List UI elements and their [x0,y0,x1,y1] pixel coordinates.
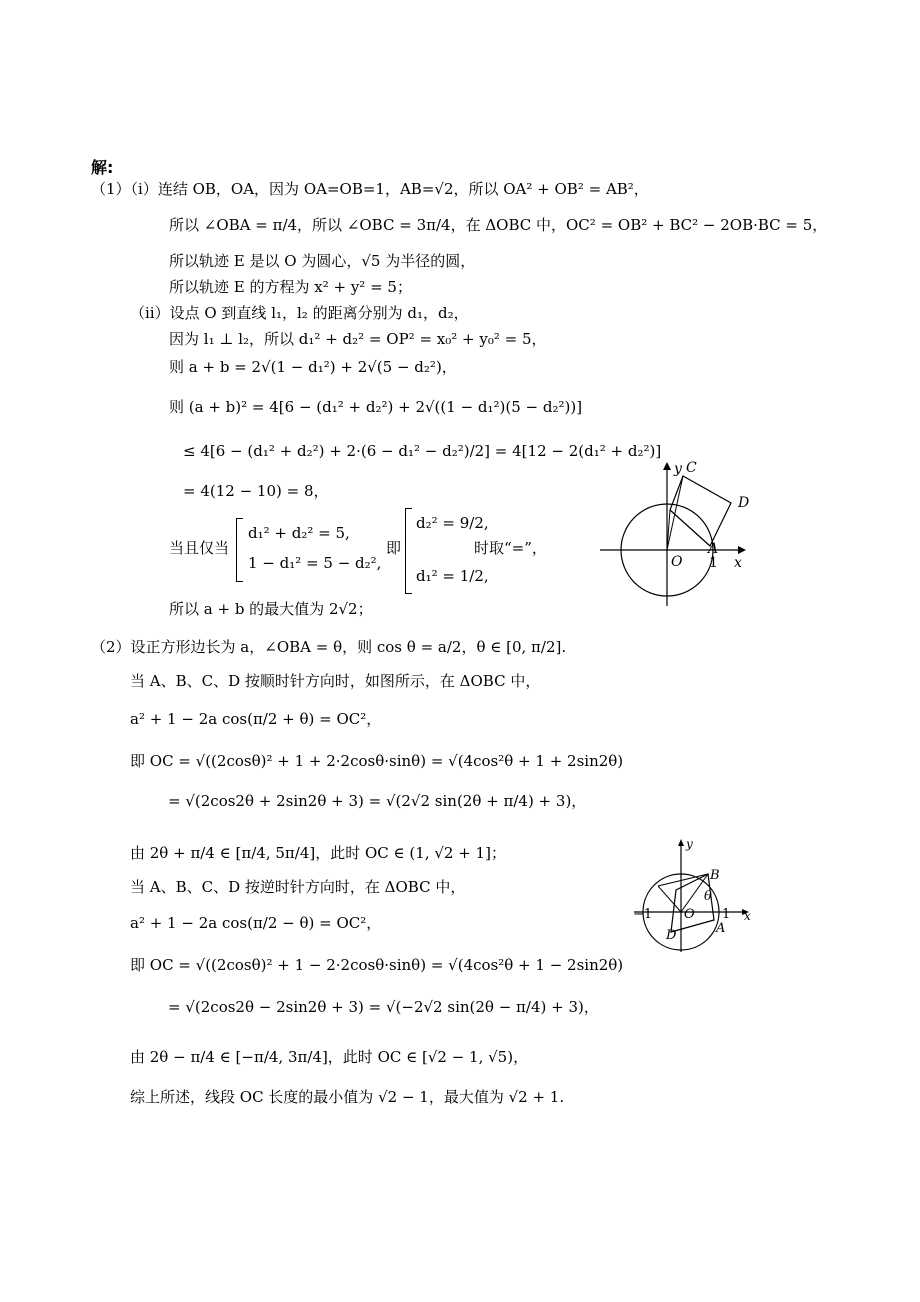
part1-line-4: 所以轨迹 E 的方程为 x² + y² = 5； [169,278,412,296]
part2-line-12: 综上所述，线段 OC 长度的最小值为 √2 − 1，最大值为 √2 + 1. [130,1088,565,1106]
left-brace-2 [405,508,412,594]
fig1-label-one: 1 [709,555,718,571]
fig1-x-arrow [738,546,746,554]
part1-line-6: 因为 l₁ ⊥ l₂，所以 d₁² + d₂² = OP² = x₀² + y₀² = 5， [169,330,547,348]
fig2-label-d: D [666,928,677,943]
condition-a-1: d₁² + d₂² = 5, [248,524,350,542]
part2-line-1: （2）设正方形边长为 a，∠OBA = θ，则 cos θ = a/2，θ ∈ [0, π/2]. [91,638,567,656]
part2-line-11: 由 2θ − π/4 ∈ [−π/4, 3π/4]，此时 OC ∈ [√2 − 1, √5)， [130,1048,529,1066]
left-brace-1 [236,518,243,582]
fig2-label-b: B [710,868,720,883]
part1-line-7: 则 a + b = 2√(1 − d₁²) + 2√(5 − d₂²)， [169,358,457,376]
fig2-label-neg-one: −1 [633,907,653,922]
fig1-label-c: C [686,460,697,476]
part2-line-7: 当 A、B、C、D 按逆时针方向时，在 ΔOBC 中， [130,878,466,896]
fig1-label-y: y [674,461,682,477]
part1-line-9: ≤ 4[6 − (d₁² + d₂²) + 2·(6 − d₁² − d₂²)/2] = 4[12 − 2(d₁² + d₂²)] [183,442,662,460]
fig1-label-o: O [671,554,683,570]
part2-line-10: = √(2cos2θ − 2sin2θ + 3) = √(−2√2 sin(2θ − π/4) + 3)， [168,998,599,1016]
fig2-label-a: A [716,921,726,936]
fig2-oc-line [658,886,681,912]
part2-line-5: = √(2cos2θ + 2sin2θ + 3) = √(2√2 sin(2θ + π/4) + 3)， [168,792,587,810]
part2-line-6: 由 2θ + π/4 ∈ [π/4, 5π/4]，此时 OC ∈ (1, √2 + 1]； [130,844,506,862]
condition-prefix: 当且仅当 [169,539,230,557]
fig1-label-a: A [708,541,719,557]
fig1-square [670,476,731,546]
fig1-label-d: D [738,495,750,511]
part2-line-9: 即 OC = √((2cosθ)² + 1 − 2·2cosθ·sinθ) = √(4cos²θ + 1 − 2sin2θ) [130,956,624,974]
part1-line-12: 所以 a + b 的最大值为 2√2； [169,600,373,618]
part2-line-3: a² + 1 − 2a cos(π/2 + θ) = OC²， [130,710,382,728]
figure-1-diagram [596,458,766,610]
fig2-label-x: x [744,909,751,923]
part1-line-8: 则 (a + b)² = 4[6 − (d₁² + d₂²) + 2√((1 − d₁²)(5 − d₂²))] [169,398,583,416]
fig2-label-one: 1 [722,907,731,922]
condition-b-1: d₂² = 9/2, [416,514,489,532]
fig2-label-theta: θ [704,889,712,904]
fig1-y-arrow [663,462,671,470]
figure-2-diagram [628,836,758,956]
part1-line-3: 所以轨迹 E 是以 O 为圆心，√5 为半径的圆， [169,252,476,270]
part2-line-2: 当 A、B、C、D 按顺时针方向时，如图所示，在 ΔOBC 中， [130,672,541,690]
condition-mid: 即 [386,539,402,557]
part1-line-5: （ⅱ）设点 O 到直线 l₁，l₂ 的距离分别为 d₁，d₂， [130,304,469,322]
condition-suffix: 时取“=”， [474,539,547,557]
fig1-label-x: x [734,555,742,571]
fig2-label-y: y [686,837,693,851]
part2-line-4: 即 OC = √((2cosθ)² + 1 + 2·2cosθ·sinθ) = √(4cos²θ + 1 + 2sin2θ) [130,752,624,770]
part1-line-1: （1）（ⅰ）连结 OB，OA，因为 OA=OB=1，AB=√2，所以 OA² + OB² = AB²， [91,180,649,198]
fig2-label-o: O [684,907,695,922]
condition-b-2: d₁² = 1/2, [416,567,489,585]
condition-a-2: 1 − d₁² = 5 − d₂², [248,554,382,572]
part2-line-8: a² + 1 − 2a cos(π/2 − θ) = OC²， [130,914,382,932]
fig2-y-arrow [678,839,684,846]
fig1-ba-line [670,510,710,546]
part1-line-2: 所以 ∠OBA = π/4，所以 ∠OBC = 3π/4，在 ΔOBC 中，OC² = OB² + BC² − 2OB·BC = 5， [169,216,828,234]
part1-line-10: = 4(12 − 10) = 8， [183,482,329,500]
solution-heading: 解: [91,158,114,177]
